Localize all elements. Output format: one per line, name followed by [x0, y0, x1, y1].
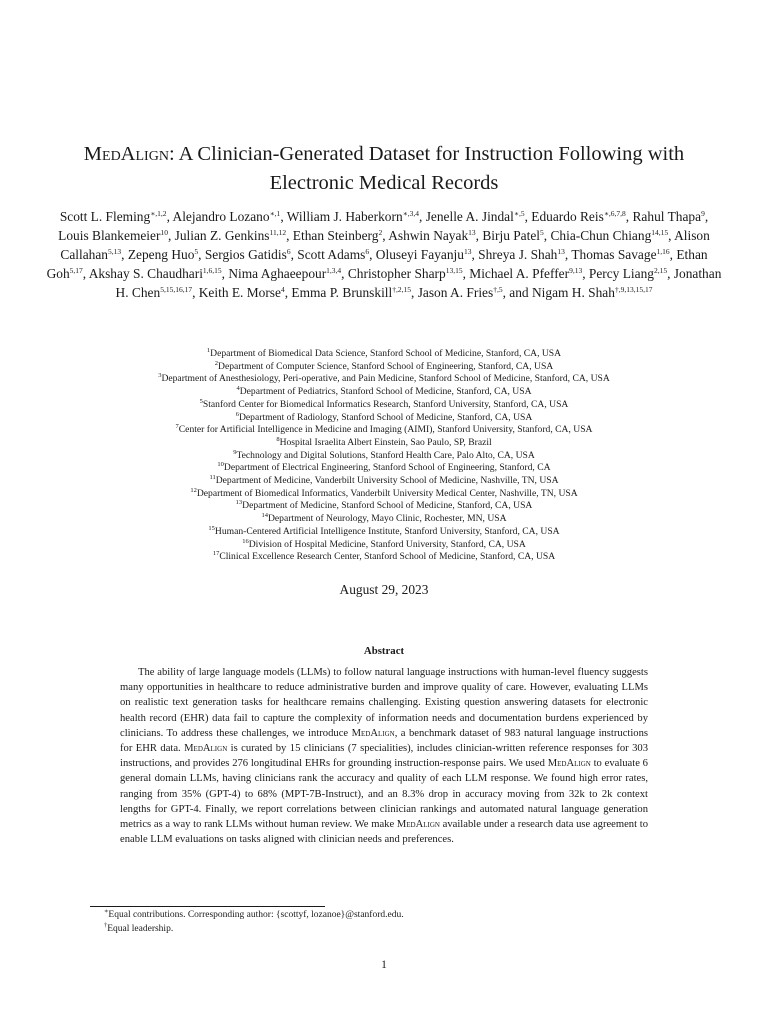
author-name: Jenelle A. Jindal [425, 209, 514, 224]
author-affiliation-marks: 10 [160, 227, 168, 237]
author-name: Scott Adams [297, 246, 366, 262]
author-affiliation-marks: 5,13 [108, 246, 122, 256]
author-name: Birju Patel [482, 227, 541, 243]
affiliation-line [40, 526, 728, 539]
affiliation-number: 17 [212, 550, 220, 558]
author-name: Thomas Savage [571, 246, 657, 262]
author [291, 285, 411, 300]
author [633, 209, 705, 224]
author-affiliation-marks: 13 [468, 227, 476, 237]
affiliation-line [40, 386, 728, 399]
affiliation-text: Division of Hospital Medicine, Stanford University, Stanford, CA, USA [248, 538, 526, 550]
author-name: Jason A. Fries [417, 284, 494, 300]
author-affiliation-marks: 13 [557, 246, 565, 256]
author [469, 266, 582, 281]
affiliation-line [40, 437, 728, 450]
author [388, 228, 475, 243]
author-affiliation-marks: 2,15 [653, 265, 668, 275]
footnotes [104, 909, 684, 936]
affiliation-text: Stanford Center for Biomedical Informatics Research, Stanford University, Stanford, CA, USA [202, 398, 569, 410]
affiliation-line [40, 462, 728, 475]
author [173, 209, 281, 224]
affiliation-line [40, 399, 728, 412]
affiliation-line [40, 361, 728, 374]
affiliation-line [40, 412, 728, 425]
affiliation-line [40, 450, 728, 463]
affiliation-number: 7 [175, 423, 179, 431]
author-affiliation-marks: ∗,5 [513, 209, 525, 218]
affiliation-line [40, 513, 728, 526]
author-affiliation-marks: 11,12 [269, 227, 287, 237]
affiliation-number: 10 [217, 461, 224, 469]
author-name: Akshay S. Chaudhari [88, 265, 203, 281]
author [426, 209, 525, 224]
author-name: Julian Z. Genkins [174, 227, 270, 243]
author-name: Louis Blankemeier [58, 227, 161, 243]
abstract-text: to evaluate 6 general domain LLMs, having clinicians rank the accuracy and quality of each LLM response. We found high error rates, ranging from 35% (GPT-4) to 68% (MPT-7B-Instruct), and an 8.3% drop in accuracy moving from 32k to 2k context lengths for GPT-4. Finally, we report correlations between clinician rankings and automated natural language generation metrics as a way to rank LLMs without human review. We make [120, 758, 648, 831]
author [550, 228, 668, 243]
affiliation-line [40, 348, 728, 361]
author-name: Christopher Sharp [347, 265, 446, 281]
author [531, 209, 626, 224]
author [589, 266, 667, 281]
author-affiliation-marks: ∗,6,7,8 [603, 209, 626, 218]
author-affiliation-marks: 5 [194, 246, 199, 256]
dataset-name: MedAlign [547, 758, 591, 770]
abstract-text: available under a research data use agreement to enable LLM evaluations on tasks aligned with clinician needs and preferences. [120, 819, 648, 846]
affiliation-number: 16 [242, 537, 249, 545]
author-name: Michael A. Pfeffer [469, 265, 570, 281]
author-name: Oluseyi Fayanju [375, 246, 464, 262]
author [89, 266, 222, 281]
author-name: William J. Haberkorn [286, 209, 403, 224]
abstract-text: The ability of large language models (LLMs) to follow natural language instructions with human-level fluency suggests many opportunities in healthcare to reduce administrative burden and improve quality of care. However, evaluating LLMs on realistic text generation tasks for healthcare remains challenging. Existing question answering datasets for electronic health record (EHR) data fail to capture the complexity of information needs and documentation burdens experienced by clinicians. To address these challenges, we introduce [120, 667, 648, 739]
author-name: Alison Callahan [60, 227, 710, 262]
affiliation-number: 8 [276, 435, 280, 443]
author-name: Jonathan H. Chen [115, 265, 722, 300]
author-name: Alejandro Lozano [172, 209, 270, 224]
paper-title [60, 140, 708, 198]
affiliation-line [40, 475, 728, 488]
author [205, 247, 291, 262]
author-affiliation-marks: 6 [286, 246, 291, 256]
affiliation-number: 12 [190, 486, 197, 494]
author-conjunction: and [509, 284, 529, 300]
page-number: 1 [381, 959, 387, 971]
author [348, 266, 463, 281]
dataset-name: MedAlign [351, 727, 395, 739]
affiliation-number: 6 [235, 410, 239, 418]
author-name: Nigam H. Shah [531, 284, 615, 300]
author [293, 228, 382, 243]
affiliation-text: Department of Biomedical Informatics, Vanderbilt University Medical Center, Nashville, TN, USA [196, 487, 578, 499]
author-affiliation-marks: 5,17 [69, 265, 83, 275]
author [532, 285, 652, 300]
abstract-heading: Abstract [363, 645, 405, 657]
author-affiliation-marks: 6 [365, 246, 370, 256]
author-name: Zepeng Huo [127, 246, 195, 262]
author-affiliation-marks: 1,6,15 [202, 265, 222, 275]
author-affiliation-marks: †,2,15 [392, 284, 411, 294]
author-affiliation-marks: ∗,1 [269, 209, 281, 218]
affiliation-text: Technology and Digital Solutions, Stanford Health Care, Palo Alto, CA, USA [236, 449, 535, 461]
footnote-text: Equal contributions. Corresponding author: {scottyf, lozanoe}@stanford.edu. [108, 910, 404, 920]
author-name: Shreya J. Shah [478, 246, 558, 262]
author [297, 247, 369, 262]
affiliation-number: 4 [236, 385, 240, 393]
affiliation-number: 9 [233, 448, 237, 456]
affiliation-text: Human-Centered Artificial Intelligence Institute, Stanford University, Stanford, CA, USA [214, 525, 560, 537]
dataset-name: MedAlign [184, 743, 228, 755]
author-name: Percy Liang [588, 265, 654, 281]
author-name: Nima Aghaeepour [228, 265, 327, 281]
affiliation-number: 2 [214, 359, 219, 367]
publication-date: August 29, 2023 [339, 582, 429, 597]
author-affiliation-marks: 4 [280, 284, 285, 294]
author [571, 247, 669, 262]
author-name: Eduardo Reis [531, 209, 604, 224]
affiliation-text: Center for Artificial Intelligence in Medicine and Imaging (AIMI), Stanford University, Stanford, CA, USA [178, 424, 593, 436]
affiliation-number: 14 [261, 512, 268, 520]
affiliation-text: Department of Biomedical Data Science, Stanford School of Medicine, Stanford, CA, USA [210, 348, 562, 359]
author-affiliation-marks: †,5 [493, 284, 503, 294]
affiliation-line [40, 488, 728, 501]
affiliation-text: Clinical Excellence Research Center, Stanford School of Medicine, Stanford, CA, USA [219, 551, 556, 563]
author-name: Ethan Goh [46, 246, 708, 281]
author-name: Ethan Steinberg [292, 227, 379, 243]
affiliation-text: Department of Medicine, Vanderbilt University School of Medicine, Nashville, TN, USA [215, 475, 559, 487]
author-affiliation-marks: 2 [378, 227, 383, 237]
affiliation-text: Department of Pediatrics, Stanford School of Medicine, Stanford, CA, USA [239, 386, 532, 398]
affiliation-number: 3 [158, 372, 162, 380]
footnote [104, 909, 684, 923]
author-affiliation-marks: †,9,13,15,17 [614, 284, 653, 294]
title-rest: : A Clinician-Generated Dataset for Instruction Following with Electronic Medical Records [168, 143, 685, 194]
author [228, 266, 341, 281]
affiliation-number: 13 [235, 499, 243, 507]
affiliation-line [40, 551, 728, 564]
author-name: Keith E. Morse [198, 284, 281, 300]
affiliation-text: Department of Electrical Engineering, Stanford School of Engineering, Stanford, CA [223, 462, 551, 474]
author-name: Emma P. Brunskill [291, 284, 393, 300]
affiliation-line [40, 500, 728, 513]
footnote-rule [90, 906, 325, 907]
author [478, 247, 565, 262]
author-affiliation-marks: 1,16 [656, 246, 670, 256]
author-name: Sergios Gatidis [204, 246, 287, 262]
author-list: Scott L. Fleming$^{∗,1,2}$, Alejandro Lozano$^{∗,1}$, William J. Haberkorn$^{∗,3,4}$, Jenelle A. Jindal$^{∗,5}$, Eduardo Reis$^{∗,6,7,8}$, Rahul Thapa$^9$, Louis Blankemeier$^{10}$, Julian Z. Genkins$^{11,12}$, Ethan Steinberg$^2$, Ashwin Nayak$^{13}$, Birju Patel$^5$, Chia-Chun Chiang$^{14,15}$, Alison Callahan$^{5,13}$, Zepeng Huo$^5$, Sergios Gatidis$^6$, Scott Adams$^6$, Oluseyi Fayanju$^{13}$, Shreya J. Shah$^{13}$, Thomas Savage$^{1,16}$, Ethan Goh$^{5,17}$, Akshay S. Chaudhari$^{1,6,15}$, Nima Aghaeepour$^{1,3,4}$, Christopher Sharp$^{13,15}$, Michael A. Pfeffer$^{9,13}$, Percy Liang$^{2,15}$, Jonathan H. Chen$^{5,15,16,17}$, Keith E. Morse$^4$, Emma P. Brunskill$^{\dagger,2,15}$, Jason A. Fries$^{\dagger,5}$, and Nigam H. Shah$^{\dagger,9,13,15,17}$ [46, 209, 722, 300]
affiliation-number: 5 [199, 397, 203, 405]
author-affiliation-marks: ∗,1,2 [150, 209, 167, 218]
author [175, 228, 286, 243]
author [418, 285, 503, 300]
author-affiliation-marks: 13 [463, 246, 472, 256]
author-affiliation-marks: 9 [701, 209, 705, 218]
affiliation-number: 11 [209, 474, 216, 482]
author [376, 247, 472, 262]
author [58, 228, 168, 243]
author-affiliation-marks: 14,15 [651, 227, 669, 237]
abstract-text: , a benchmark dataset of 983 natural language instructions for EHR data. [120, 727, 648, 755]
author [287, 209, 419, 224]
affiliation-line [40, 539, 728, 552]
author-affiliation-marks: 13,15 [445, 265, 463, 275]
affiliation-text: Department of Radiology, Stanford School of Medicine, Stanford, CA, USA [238, 411, 533, 423]
title-dataset-name: MedAlign [83, 143, 169, 165]
footnote-mark: † [104, 921, 108, 929]
author-name: Rahul Thapa [632, 209, 702, 224]
affiliation-line [40, 373, 728, 386]
author-affiliation-marks: 5,15,16,17 [160, 284, 193, 294]
author-affiliation-marks: 9,13 [569, 265, 583, 275]
dataset-name: MedAlign [396, 819, 440, 831]
affiliation-number: 1 [206, 347, 211, 354]
author [199, 285, 285, 300]
affiliation-text: Department of Anesthesiology, Peri-operative, and Pain Medicine, Stanford School of Medicine, Stanford, CA, USA [161, 373, 610, 385]
affiliation-text: Department of Computer Science, Stanford School of Engineering, Stanford, CA, USA [218, 360, 554, 372]
affiliation-line [40, 424, 728, 437]
author-affiliation-marks: 5 [540, 227, 544, 237]
abstract-text: is curated by 15 clinicians (7 specialities), includes clinician-written reference responses for 303 instructions, and provides 276 longitudinal EHRs for grounding instruction-response pairs. We used [120, 743, 649, 770]
author [60, 209, 167, 224]
affiliation-list [40, 348, 728, 564]
author [482, 228, 543, 243]
footnote [104, 923, 684, 937]
author [128, 247, 198, 262]
affiliation-text: Department of Medicine, Stanford School of Medicine, Stanford, CA, USA [242, 500, 533, 512]
author-affiliation-marks: 1,3,4 [326, 265, 342, 275]
footnote-mark: ∗ [104, 908, 109, 915]
footnote-text: Equal leadership. [107, 923, 174, 934]
author-name: Ashwin Nayak [388, 227, 469, 243]
author-name: Chia-Chun Chiang [550, 227, 652, 243]
author-name: Scott L. Fleming [59, 209, 151, 224]
affiliation-number: 15 [208, 524, 215, 532]
author-affiliation-marks: ∗,3,4 [402, 209, 419, 218]
affiliation-text: Department of Neurology, Mayo Clinic, Rochester, MN, USA [267, 513, 507, 525]
abstract-body [120, 665, 648, 847]
affiliation-text: Hospital Israelita Albert Einstein, Sao Paulo, SP, Brazil [279, 436, 492, 448]
